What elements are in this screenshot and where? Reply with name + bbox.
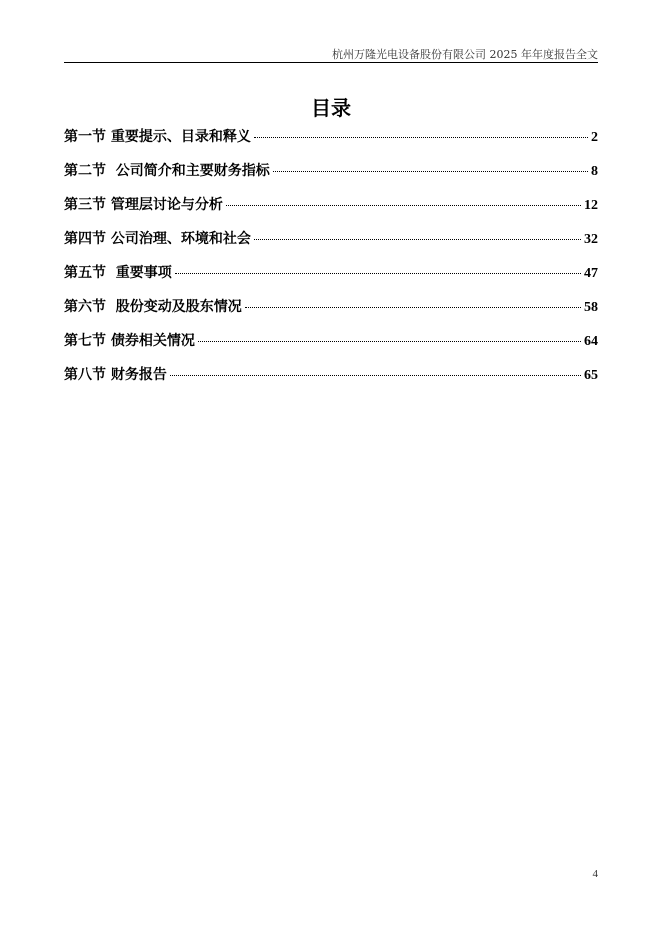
toc-leader-dots	[198, 341, 581, 342]
toc-leader-dots	[170, 375, 581, 376]
toc-entry-label: 第八节 财务报告	[64, 367, 167, 383]
toc-leader-dots	[175, 273, 581, 274]
toc-entry-label: 第五节 重要事项	[64, 265, 172, 281]
toc-entry-label: 第四节 公司治理、环境和社会	[64, 231, 251, 247]
toc-entry-section-3[interactable]	[64, 194, 598, 228]
toc-leader-dots	[245, 307, 581, 308]
toc-entry-section-4[interactable]	[64, 228, 598, 262]
toc-entry-section-8[interactable]	[64, 364, 598, 398]
toc-entry-label: 第六节 股份变动及股东情况	[64, 299, 242, 315]
toc-entry-page: 58	[584, 300, 598, 315]
toc-entry-page: 2	[591, 130, 598, 145]
toc-entry-page: 47	[584, 266, 598, 281]
toc-title: 目录	[311, 96, 351, 120]
toc-leader-dots	[226, 205, 581, 206]
toc-entry-page: 32	[584, 232, 598, 247]
toc-entry-page: 64	[584, 334, 598, 349]
header-divider	[64, 62, 598, 63]
toc-entry-label: 第三节 管理层讨论与分析	[64, 197, 223, 213]
toc-leader-dots	[273, 171, 588, 172]
toc-entry-label: 第一节 重要提示、目录和释义	[64, 129, 251, 145]
table-of-contents	[64, 126, 598, 398]
toc-entry-page: 65	[584, 368, 598, 383]
page-number: 4	[592, 868, 598, 880]
running-header: 杭州万隆光电设备股份有限公司 2025 年年度报告全文	[332, 48, 598, 61]
toc-entry-page: 8	[591, 164, 598, 179]
toc-entry-section-1[interactable]	[64, 126, 598, 160]
toc-leader-dots	[254, 137, 588, 138]
toc-entry-section-2[interactable]	[64, 160, 598, 194]
toc-entry-label: 第七节 债券相关情况	[64, 333, 195, 349]
toc-entry-section-7[interactable]	[64, 330, 598, 364]
toc-leader-dots	[254, 239, 581, 240]
toc-entry-section-6[interactable]	[64, 296, 598, 330]
toc-entry-label: 第二节 公司简介和主要财务指标	[64, 163, 270, 179]
toc-entry-page: 12	[584, 198, 598, 213]
toc-entry-section-5[interactable]	[64, 262, 598, 296]
